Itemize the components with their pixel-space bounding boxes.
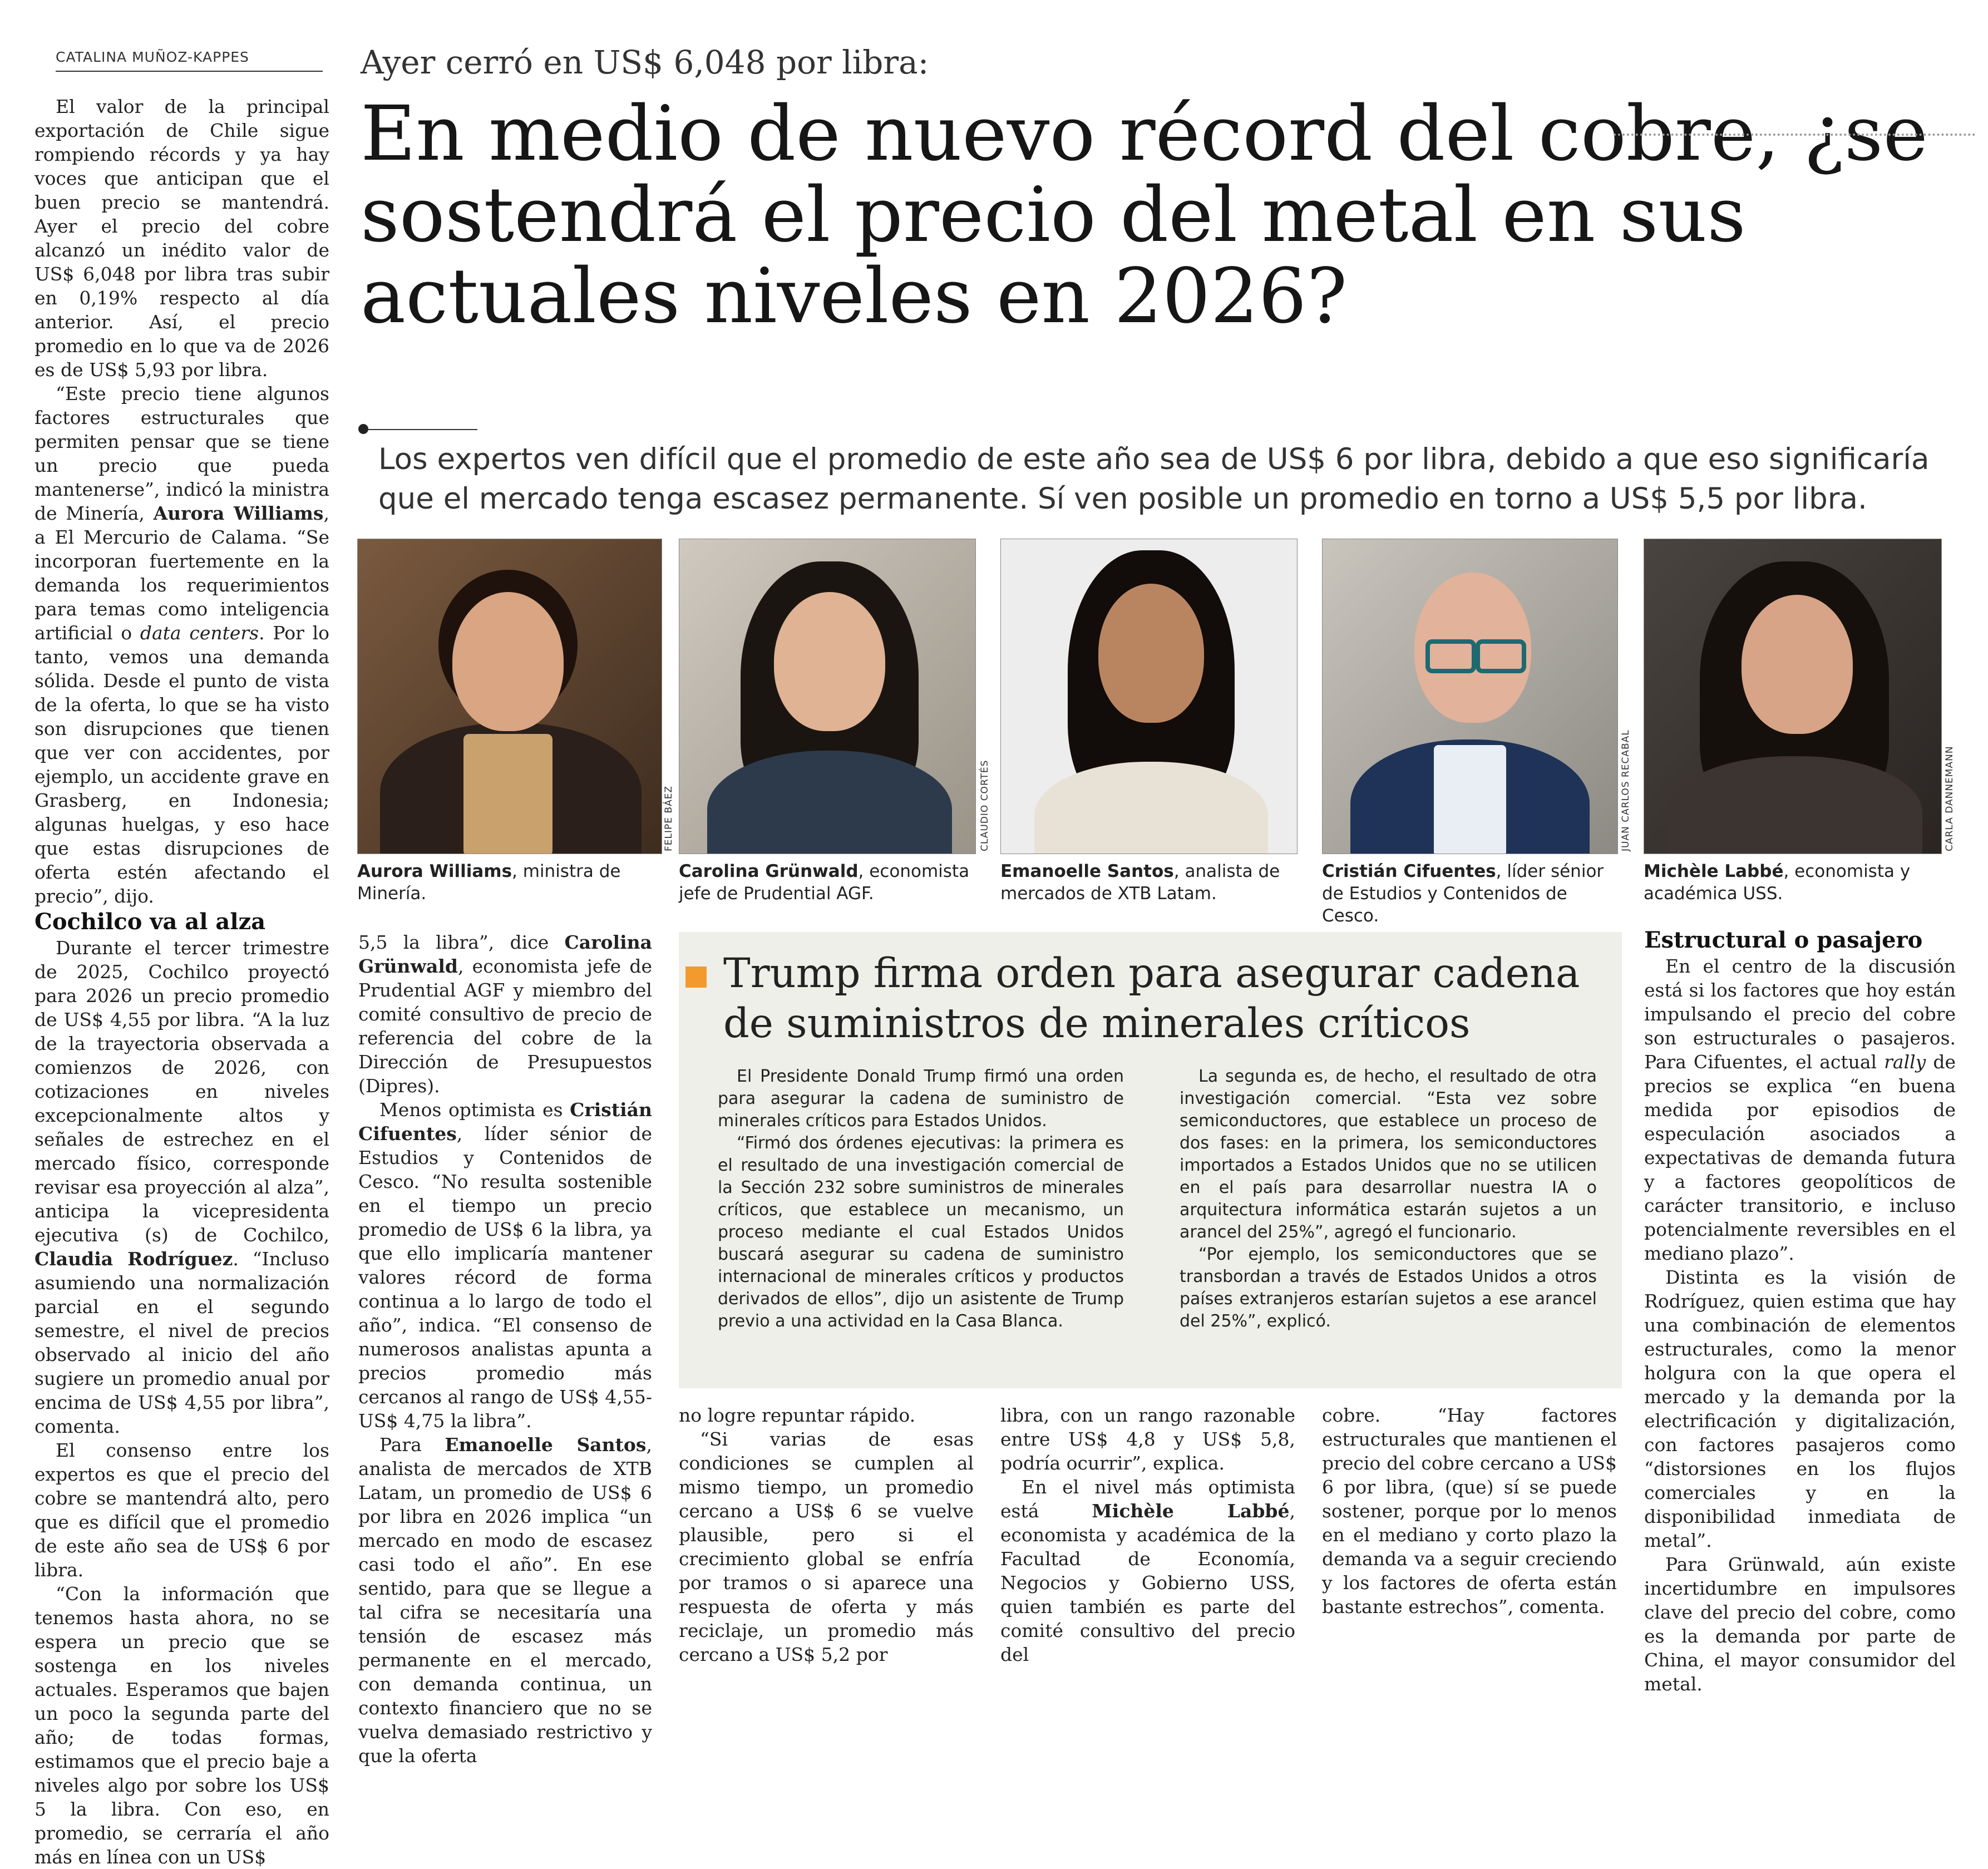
kicker: Ayer cerró en US$ 6,048 por libra: <box>361 43 929 81</box>
paragraph: “Este precio tiene algunos factores estructurales que permiten pensar que se tiene un precio que pueda mantenerse”, indicó la ministra de Minería, Aurora Williams, a El Mercurio de Calama. “Se incorporan fuertemente en la demanda los requerimientos para temas como inteligencia artificial o data centers. Por lo tanto, vemos una demanda sólida. Desde el punto de vista de la oferta, lo que se ha visto son disrupciones que tienen que ver con accidentes, por ejemplo, un accidente grave en Grasberg, en Indonesia; algunas huelgas, y eso hace que estas disrupciones de oferta estén afectando el precio”, dijo. <box>34 383 329 907</box>
caption-cristian-cifuentes: Cristián Cifuentes, líder sénior de Estudios y Contenidos de Cesco. <box>1322 861 1604 926</box>
subhead: Cochilco va al alza <box>34 909 266 935</box>
paragraph: cobre. “Hay factores estructurales que mantienen el precio del cobre cercano a US$ 6 por libra, (que) sí se puede sostener, porque por lo menos en el mediano y corto plazo la demanda va a seguir creciendo y los factores de oferta están bastante estrechos”, comenta. <box>1322 1404 1617 1618</box>
paragraph: “Si varias de esas condiciones se cumplen al mismo tiempo, un promedio cercano a US$ 6 se vuelve plausible, pero si el crecimiento global se enfría por tramos o si aparece una respuesta de oferta y más reciclaje, un promedio más cercano a US$ 5,2 por <box>679 1428 974 1665</box>
orange-square-icon <box>685 966 707 988</box>
paragraph: En el nivel más optimista está Michèle Labbé, economista y académica de la Facultad de Economía, Negocios y Gobierno USS, quien también es parte del comité consultivo del precio del <box>1000 1476 1295 1665</box>
caption-carolina-grunwald: Carolina Grünwald, economista jefe de Prudential AGF. <box>679 861 970 904</box>
paragraph: “Con la información que tenemos hasta ahora, no se espera un precio que se sostenga en los niveles actuales. Esperamos que bajen un poco la segunda parte del año; de todas formas, estimamos que el precio baje a niveles algo por sobre los US$ 5 la libra. Con eso, en promedio, se cerraría el año más en línea con un US$ <box>34 1583 329 1868</box>
subhead: Estructural o pasajero <box>1644 927 1923 953</box>
photo-credit: CLAUDIO CORTÉS <box>979 760 990 851</box>
paragraph: no logre repuntar rápido. <box>679 1404 916 1426</box>
paragraph: Para Grünwald, aún existe incertidumbre en impulsores clave del precio del cobre, como es la demanda por parte de China, el mayor consumidor del metal. <box>1644 1554 1956 1695</box>
photo-credit: JUAN CARLOS RECABAL <box>1620 729 1631 851</box>
paragraph: Para Emanoelle Santos, analista de mercados de XTB Latam, un promedio de US$ 6 por libra en 2026 implica “un mercado en modo de escasez casi todo el año”. En ese sentido, para que se llegue a tal cifra se necesitaría una tensión de escasez más permanente en el mercado, con demanda continua, un contexto financiero que no se vuelva demasiado restrictivo y que la oferta <box>358 1434 652 1767</box>
column-4 <box>1000 1403 1295 1666</box>
paragraph: En el centro de la discusión está si los factores que hoy están impulsando el precio del cobre son estructurales o pasajeros. Para Cifuentes, el actual rally de precios se explica “en buena medida por episodios de especulación asociados a expectativas de demanda futura y a factores geopolíticos de carácter transitorio, e incluso potencialmente reversibles en el mediano plazo”. <box>1644 955 1956 1264</box>
column-5 <box>1322 1403 1617 1619</box>
paragraph: Durante el tercer trimestre de 2025, Cochilco proyectó para 2026 un precio promedio de US$ 4,55 por libra. “A la luz de la trayectoria observada a comienzos de 2026, con cotizaciones en niveles excepcionalmente altos y señales de estrechez en el mercado físico, corresponde revisar esa proyección al alza”, anticipa la vicepresidenta ejecutiva (s) de Cochilco, Claudia Rodríguez. “Incluso asumiendo una normalización parcial en el segundo semestre, el nivel de precios observado al inicio del año sugiere un promedio anual por encima de US$ 4,55 por libra”, comenta. <box>34 937 329 1437</box>
photo-credit: CARLA DANNEMANN <box>1944 746 1955 851</box>
dek-rule <box>367 429 477 430</box>
dotted-rule <box>1614 134 1975 136</box>
column-1 <box>34 95 329 1869</box>
photo-michele-labbe <box>1644 539 1942 854</box>
paragraph: El Presidente Donald Trump firmó una orden para asegurar la cadena de suministro de minerales críticos para Estados Unidos. <box>718 1067 1124 1131</box>
byline: CATALINA MUÑOZ-KAPPES <box>56 49 323 72</box>
column-3 <box>679 1403 974 1666</box>
photo-aurora-williams <box>357 539 662 854</box>
photo-credit: FELIPE BÁEZ <box>663 785 674 851</box>
paragraph: El valor de la principal exportación de Chile sigue rompiendo récords y ya hay voces que anticipan que el buen precio se mantendrá. Ayer el precio del cobre alcanzó un inédito valor de US$ 6,048 por libra tras subir en 0,19% respecto al día anterior. Así, el precio promedio en lo que va de 2026 es de US$ 5,93 por libra. <box>34 96 329 381</box>
photo-carolina-grunwald <box>679 539 976 854</box>
paragraph: “Firmó dos órdenes ejecutivas: la primera es el resultado de una investigación comercial de la Sección 232 sobre suministros de minerales críticos, que establece un mecanismo, un proceso mediante el cual Estados Unidos buscará asegurar su cadena de suministro internacional de minerales críticos y productos derivados de ellos”, dijo un asistente de Trump previo a una actividad en la Casa Blanca. <box>718 1133 1124 1331</box>
paragraph: Distinta es la visión de Rodríguez, quien estima que hay una combinación de elementos estructurales, como la menor holgura con la que opera el mercado y la demanda por la electrificación y digitalización, con factores pasajeros como “distorsiones en los flujos comerciales y en la disponibilidad inmediata de metal”. <box>1644 1266 1956 1551</box>
column-6 <box>1644 921 1956 1696</box>
headline: En medio de nuevo récord del cobre, ¿se sostendrá el precio del metal en sus actuales niveles en 2026? <box>361 90 1928 341</box>
photo-emanoelle-santos <box>1000 539 1298 854</box>
paragraph: “Por ejemplo, los semiconductores que se transbordan a través de Estados Unidos a otros países extranjeros estarían sujetos a ese arancel del 25%”, explicó. <box>1180 1245 1597 1331</box>
sidebar-title: Trump firma orden para asegurar cadena de suministros de minerales críticos <box>723 950 1580 1047</box>
column-2 <box>358 930 652 1768</box>
sidebar-column-right <box>1180 1066 1597 1333</box>
paragraph: El consenso entre los expertos es que el precio del cobre se mantendrá alto, pero que es difícil que el promedio de este año sea de US$ 6 por libra. <box>34 1439 329 1581</box>
paragraph: La segunda es, de hecho, el resultado de otra investigación comercial. “Esta vez sobre semiconductores, que establece un proceso de dos fases: en la primera, los semiconductores importados a Estados Unidos que no se utilicen en el país para desarrollar nuestra IA o arquitectura informática estarán sujetos a un arancel del 25%”, agregó el funcionario. <box>1180 1067 1597 1242</box>
paragraph: 5,5 la libra”, dice Carolina Grünwald, economista jefe de Prudential AGF y miembro del comité consultivo de precio de referencia del cobre de la Dirección de Presupuestos (Dipres). <box>358 931 652 1097</box>
photo-cristian-cifuentes <box>1322 539 1618 854</box>
paragraph: Menos optimista es Cristián Cifuentes, líder sénior de Estudios y Contenidos de Cesco. “No resulta sostenible en el tiempo un precio promedio de US$ 6 la libra, ya que ello implicaría mantener valores récord de forma continua a lo largo de todo el año”, indica. “El consenso de numerosos analistas apunta a precios promedio más cercanos al rango de US$ 4,55-US$ 4,75 la libra”. <box>358 1099 652 1432</box>
sidebar-column-left <box>718 1066 1124 1333</box>
caption-emanoelle-santos: Emanoelle Santos, analista de mercados de XTB Latam. <box>1000 861 1280 904</box>
dek: Los expertos ven difícil que el promedio de este año sea de US$ 6 por libra, debido a que eso significaría que el mercado tenga escasez permanente. Sí ven posible un promedio en torno a US$ 5,5 por libra. <box>378 442 1930 516</box>
caption-michele-labbe: Michèle Labbé, economista y académica USS. <box>1644 861 1911 904</box>
caption-aurora-williams: Aurora Williams, ministra de Minería. <box>357 861 621 904</box>
paragraph: libra, con un rango razonable entre US$ 4,8 y US$ 5,8, podría ocurrir”, explica. <box>1000 1404 1295 1474</box>
